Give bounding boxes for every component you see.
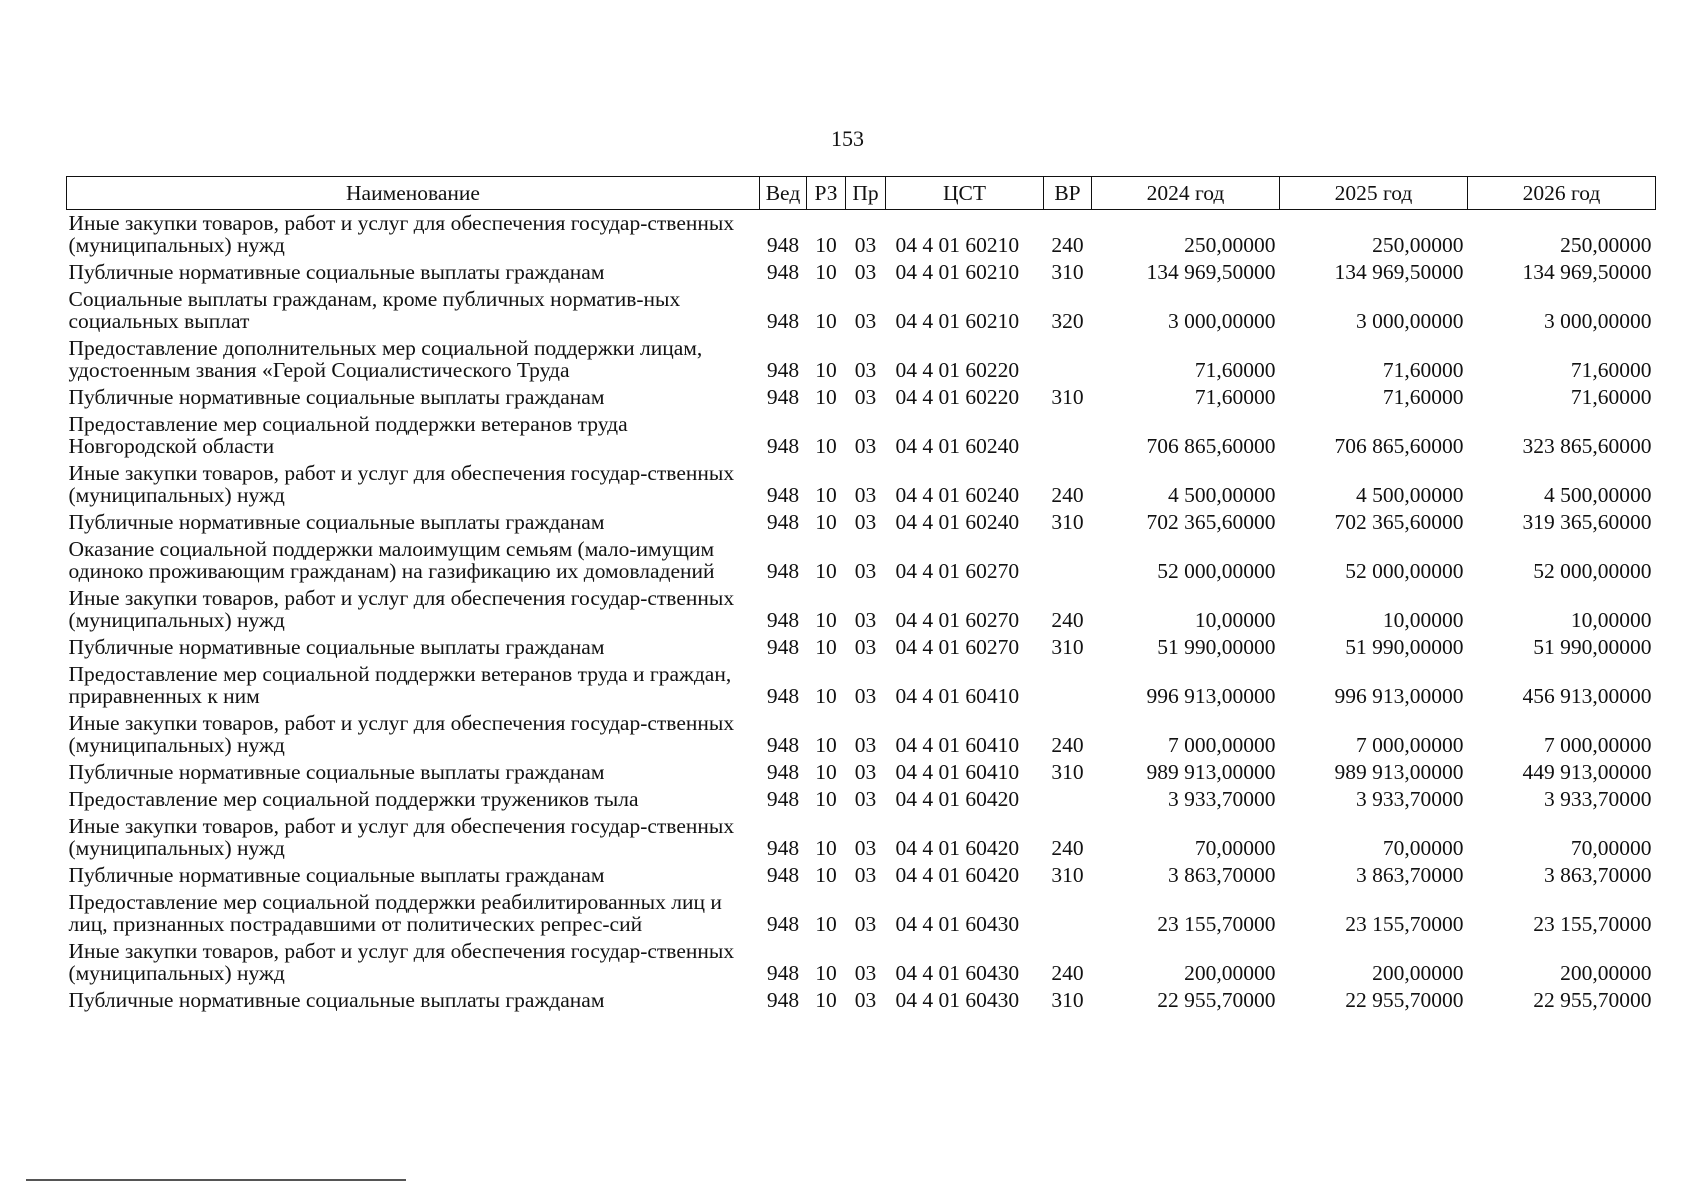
cell-y2024: 200,00000 — [1184, 961, 1276, 985]
table-row — [67, 259, 1656, 286]
cell-y2026: 51 990,00000 — [1533, 635, 1652, 659]
cell-y2024: 22 955,70000 — [1157, 988, 1276, 1012]
cell-name: Иные закупки товаров, работ и услуг для обеспечения государ-ственных (муниципальных) нужд — [68, 814, 735, 860]
cell-y2026: 200,00000 — [1560, 961, 1652, 985]
cell-pr: 03 — [854, 684, 877, 708]
cell-y2026: 4 500,00000 — [1544, 483, 1652, 507]
cell-y2025: 3 000,00000 — [1356, 309, 1464, 333]
page-number: 153 — [831, 126, 864, 151]
cell-name: Иные закупки товаров, работ и услуг для обеспечения государ-ственных (муниципальных) нужд — [68, 211, 735, 257]
table-row — [67, 509, 1656, 536]
cell-y2026: 3 933,70000 — [1544, 787, 1652, 811]
cell-pr: 03 — [854, 635, 877, 659]
cell-y2024: 71,60000 — [1194, 385, 1276, 409]
cell-y2025: 4 500,00000 — [1356, 483, 1464, 507]
table-row — [67, 710, 1656, 759]
table-row — [67, 987, 1656, 1014]
cell-name: Иные закупки товаров, работ и услуг для обеспечения государ-ственных (муниципальных) нужд — [68, 711, 735, 757]
cell-name: Публичные нормативные социальные выплаты гражданам — [68, 260, 605, 284]
cell-y2026: 52 000,00000 — [1533, 559, 1652, 583]
cell-pr: 03 — [854, 988, 877, 1012]
cell-cst: 04 4 01 60210 — [895, 260, 1020, 284]
cell-cst: 04 4 01 60430 — [895, 961, 1020, 985]
cell-y2024: 70,00000 — [1194, 836, 1276, 860]
cell-cst: 04 4 01 60410 — [895, 733, 1020, 757]
cell-y2025: 22 955,70000 — [1345, 988, 1464, 1012]
cell-y2024: 51 990,00000 — [1157, 635, 1276, 659]
cell-pr: 03 — [854, 961, 877, 985]
cell-vr: 240 — [1051, 233, 1084, 257]
table-row — [67, 585, 1656, 634]
cell-ved: 948 — [766, 309, 800, 333]
cell-ved: 948 — [766, 483, 800, 507]
cell-vr: 240 — [1051, 733, 1084, 757]
cell-y2025: 71,60000 — [1382, 358, 1464, 382]
cell-y2024: 134 969,50000 — [1146, 260, 1276, 284]
cell-pr: 03 — [854, 260, 877, 284]
cell-ved: 948 — [766, 434, 800, 458]
table-row — [67, 460, 1656, 509]
cell-y2025: 3 933,70000 — [1356, 787, 1464, 811]
cell-name: Публичные нормативные социальные выплаты гражданам — [68, 510, 605, 534]
cell-rz: 10 — [815, 309, 837, 333]
header-vr: ВР — [1044, 177, 1092, 210]
cell-pr: 03 — [854, 434, 877, 458]
cell-cst: 04 4 01 60210 — [895, 233, 1020, 257]
cell-rz: 10 — [815, 608, 837, 632]
table-row — [67, 536, 1656, 585]
cell-y2024: 996 913,00000 — [1146, 684, 1276, 708]
header-2025: 2025 год — [1280, 177, 1468, 210]
cell-y2026: 71,60000 — [1570, 358, 1652, 382]
cell-rz: 10 — [815, 863, 837, 887]
cell-name: Иные закупки товаров, работ и услуг для обеспечения государ-ственных (муниципальных) нужд — [68, 586, 735, 632]
cell-cst: 04 4 01 60420 — [895, 863, 1020, 887]
cell-cst: 04 4 01 60240 — [895, 483, 1020, 507]
cell-ved: 948 — [766, 863, 800, 887]
cell-y2025: 71,60000 — [1382, 385, 1464, 409]
cell-vr: 240 — [1051, 961, 1084, 985]
cell-vr — [1044, 786, 1092, 813]
cell-ved: 948 — [766, 912, 800, 936]
cell-cst: 04 4 01 60270 — [895, 635, 1020, 659]
cell-name: Предоставление мер социальной поддержки ветеранов труда и граждан, приравненных к ним — [68, 662, 732, 708]
cell-cst: 04 4 01 60410 — [895, 684, 1020, 708]
cell-name: Оказание социальной поддержки малоимущим семьям (мало-имущим одиноко проживающим гражданам) на газификацию их домовладений — [68, 537, 715, 583]
cell-vr: 310 — [1051, 863, 1084, 887]
cell-y2026: 3 863,70000 — [1544, 863, 1652, 887]
cell-y2025: 10,00000 — [1382, 608, 1464, 632]
header-2024: 2024 год — [1092, 177, 1280, 210]
cell-cst: 04 4 01 60270 — [895, 559, 1020, 583]
cell-vr — [1044, 536, 1092, 585]
cell-y2024: 7 000,00000 — [1168, 733, 1276, 757]
cell-rz: 10 — [815, 988, 837, 1012]
cell-vr — [1044, 335, 1092, 384]
cell-vr: 310 — [1051, 260, 1084, 284]
cell-rz: 10 — [815, 260, 837, 284]
cell-vr: 320 — [1051, 309, 1084, 333]
table-row — [67, 862, 1656, 889]
cell-rz: 10 — [815, 836, 837, 860]
cell-y2025: 51 990,00000 — [1345, 635, 1464, 659]
cell-y2024: 10,00000 — [1194, 608, 1276, 632]
cell-y2026: 323 865,60000 — [1522, 434, 1652, 458]
table-row — [67, 210, 1656, 260]
header-2026: 2026 год — [1468, 177, 1656, 210]
table-row — [67, 889, 1656, 938]
cell-vr: 240 — [1051, 836, 1084, 860]
cell-y2024: 989 913,00000 — [1146, 760, 1276, 784]
table-header-row — [67, 177, 1656, 210]
table-row — [67, 286, 1656, 335]
cell-name: Публичные нормативные социальные выплаты гражданам — [68, 385, 605, 409]
cell-y2025: 200,00000 — [1372, 961, 1464, 985]
cell-y2024: 71,60000 — [1194, 358, 1276, 382]
cell-y2024: 702 365,60000 — [1146, 510, 1276, 534]
cell-cst: 04 4 01 60270 — [895, 608, 1020, 632]
cell-rz: 10 — [815, 787, 837, 811]
budget-table-container — [66, 176, 1656, 1014]
cell-name: Предоставление дополнительных мер социальной поддержки лицам, удостоенным звания «Герой Социалистического Труда — [68, 336, 703, 382]
cell-vr — [1044, 889, 1092, 938]
cell-rz: 10 — [815, 961, 837, 985]
cell-y2025: 7 000,00000 — [1356, 733, 1464, 757]
cell-vr — [1044, 661, 1092, 710]
cell-y2026: 70,00000 — [1570, 836, 1652, 860]
cell-ved: 948 — [766, 684, 800, 708]
cell-pr: 03 — [854, 510, 877, 534]
cell-rz: 10 — [815, 510, 837, 534]
cell-ved: 948 — [766, 733, 800, 757]
cell-y2026: 250,00000 — [1560, 233, 1652, 257]
header-name: Наименование — [67, 177, 760, 210]
cell-vr: 310 — [1051, 635, 1084, 659]
cell-y2026: 71,60000 — [1570, 385, 1652, 409]
cell-name: Публичные нормативные социальные выплаты гражданам — [68, 760, 605, 784]
cell-ved: 948 — [766, 760, 800, 784]
cell-rz: 10 — [815, 358, 837, 382]
cell-y2026: 3 000,00000 — [1544, 309, 1652, 333]
table-row — [67, 661, 1656, 710]
table-body — [67, 210, 1656, 1015]
cell-pr: 03 — [854, 836, 877, 860]
header-cst: ЦСТ — [886, 177, 1044, 210]
table-row — [67, 335, 1656, 384]
table-row — [67, 938, 1656, 987]
cell-vr: 240 — [1051, 483, 1084, 507]
cell-cst: 04 4 01 60410 — [895, 760, 1020, 784]
cell-pr: 03 — [854, 309, 877, 333]
cell-vr: 310 — [1051, 988, 1084, 1012]
cell-y2026: 10,00000 — [1570, 608, 1652, 632]
cell-cst: 04 4 01 60420 — [895, 836, 1020, 860]
cell-rz: 10 — [815, 684, 837, 708]
cell-pr: 03 — [854, 233, 877, 257]
cell-vr: 310 — [1051, 385, 1084, 409]
cell-ved: 948 — [766, 233, 800, 257]
table-row — [67, 384, 1656, 411]
cell-y2025: 989 913,00000 — [1334, 760, 1464, 784]
cell-ved: 948 — [766, 961, 800, 985]
cell-cst: 04 4 01 60210 — [895, 309, 1020, 333]
cell-vr: 310 — [1051, 760, 1084, 784]
cell-y2025: 996 913,00000 — [1334, 684, 1464, 708]
cell-rz: 10 — [815, 559, 837, 583]
cell-y2024: 706 865,60000 — [1146, 434, 1276, 458]
cell-rz: 10 — [815, 385, 837, 409]
cell-y2024: 3 933,70000 — [1168, 787, 1276, 811]
cell-rz: 10 — [815, 233, 837, 257]
cell-vr: 240 — [1051, 608, 1084, 632]
cell-y2026: 449 913,00000 — [1522, 760, 1652, 784]
cell-pr: 03 — [854, 358, 877, 382]
cell-y2024: 23 155,70000 — [1157, 912, 1276, 936]
cell-y2025: 134 969,50000 — [1334, 260, 1464, 284]
cell-y2025: 23 155,70000 — [1345, 912, 1464, 936]
budget-table — [66, 176, 1656, 1014]
cell-pr: 03 — [854, 385, 877, 409]
header-rz: РЗ — [807, 177, 846, 210]
cell-ved: 948 — [766, 787, 800, 811]
cell-name: Предоставление мер социальной поддержки тружеников тыла — [68, 787, 639, 811]
cell-pr: 03 — [854, 787, 877, 811]
cell-ved: 948 — [766, 358, 800, 382]
cell-cst: 04 4 01 60220 — [895, 385, 1020, 409]
cell-ved: 948 — [766, 836, 800, 860]
cell-pr: 03 — [854, 559, 877, 583]
table-row — [67, 813, 1656, 862]
cell-vr: 310 — [1051, 510, 1084, 534]
cell-y2024: 250,00000 — [1184, 233, 1276, 257]
cell-name: Публичные нормативные социальные выплаты гражданам — [68, 863, 605, 887]
cell-name: Социальные выплаты гражданам, кроме публичных норматив-ных социальных выплат — [68, 287, 681, 333]
cell-y2025: 3 863,70000 — [1356, 863, 1464, 887]
cell-y2025: 706 865,60000 — [1334, 434, 1464, 458]
cell-ved: 948 — [766, 559, 800, 583]
cell-name: Предоставление мер социальной поддержки реабилитированных лиц и лиц, признанных пострадавшими от политических репрес-сий — [68, 890, 722, 936]
header-pr: Пр — [846, 177, 886, 210]
cell-ved: 948 — [766, 608, 800, 632]
cell-cst: 04 4 01 60240 — [895, 510, 1020, 534]
cell-rz: 10 — [815, 760, 837, 784]
cell-y2026: 456 913,00000 — [1522, 684, 1652, 708]
cell-y2024: 52 000,00000 — [1157, 559, 1276, 583]
cell-pr: 03 — [854, 483, 877, 507]
cell-rz: 10 — [815, 912, 837, 936]
cell-y2025: 52 000,00000 — [1345, 559, 1464, 583]
cell-cst: 04 4 01 60220 — [895, 358, 1020, 382]
cell-name: Предоставление мер социальной поддержки ветеранов труда Новгородской области — [68, 412, 628, 458]
table-row — [67, 759, 1656, 786]
cell-ved: 948 — [766, 510, 800, 534]
cell-name: Иные закупки товаров, работ и услуг для обеспечения государ-ственных (муниципальных) нужд — [68, 461, 735, 507]
cell-pr: 03 — [854, 863, 877, 887]
header-ved: Вед — [760, 177, 807, 210]
cell-y2026: 319 365,60000 — [1522, 510, 1652, 534]
cell-pr: 03 — [854, 608, 877, 632]
cell-y2024: 4 500,00000 — [1168, 483, 1276, 507]
cell-rz: 10 — [815, 635, 837, 659]
cell-ved: 948 — [766, 260, 800, 284]
cell-pr: 03 — [854, 912, 877, 936]
cell-name: Публичные нормативные социальные выплаты гражданам — [68, 635, 605, 659]
cell-y2026: 7 000,00000 — [1544, 733, 1652, 757]
cell-ved: 948 — [766, 385, 800, 409]
cell-y2026: 22 955,70000 — [1533, 988, 1652, 1012]
cell-y2024: 3 000,00000 — [1168, 309, 1276, 333]
cell-name: Публичные нормативные социальные выплаты гражданам — [68, 988, 605, 1012]
cell-y2025: 70,00000 — [1382, 836, 1464, 860]
cell-y2025: 250,00000 — [1372, 233, 1464, 257]
cell-pr: 03 — [854, 733, 877, 757]
cell-rz: 10 — [815, 733, 837, 757]
cell-ved: 948 — [766, 988, 800, 1012]
cell-rz: 10 — [815, 434, 837, 458]
table-row — [67, 786, 1656, 813]
cell-y2024: 3 863,70000 — [1168, 863, 1276, 887]
cell-cst: 04 4 01 60240 — [895, 434, 1020, 458]
cell-cst: 04 4 01 60430 — [895, 988, 1020, 1012]
cell-name: Иные закупки товаров, работ и услуг для обеспечения государ-ственных (муниципальных) нужд — [68, 939, 735, 985]
cell-ved: 948 — [766, 635, 800, 659]
cell-y2026: 134 969,50000 — [1522, 260, 1652, 284]
cell-cst: 04 4 01 60430 — [895, 912, 1020, 936]
table-row — [67, 634, 1656, 661]
cell-y2026: 23 155,70000 — [1533, 912, 1652, 936]
table-row — [67, 411, 1656, 460]
cell-y2025: 702 365,60000 — [1334, 510, 1464, 534]
cell-vr — [1044, 411, 1092, 460]
footer-divider — [26, 1179, 406, 1181]
cell-rz: 10 — [815, 483, 837, 507]
cell-cst: 04 4 01 60420 — [895, 787, 1020, 811]
cell-pr: 03 — [854, 760, 877, 784]
